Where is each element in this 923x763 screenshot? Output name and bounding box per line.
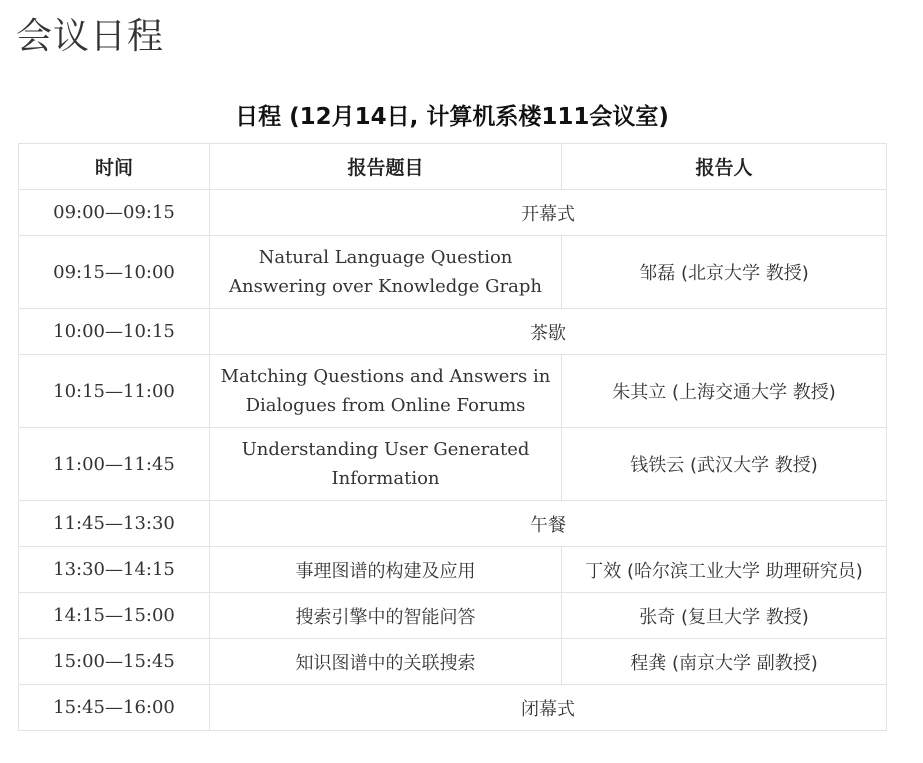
table-row (19, 501, 887, 547)
event-cell: 午餐 (210, 501, 887, 547)
time-cell: 11:45—13:30 (19, 501, 210, 547)
schedule-table (18, 143, 887, 731)
time-cell: 11:00—11:45 (19, 428, 210, 501)
talk-title-cell: 事理图谱的构建及应用 (210, 547, 562, 593)
time-cell: 13:30—14:15 (19, 547, 210, 593)
table-row (19, 593, 887, 639)
talk-title-cell: Understanding User Generated Information (210, 428, 562, 501)
time-cell: 10:00—10:15 (19, 309, 210, 355)
time-cell: 09:15—10:00 (19, 236, 210, 309)
table-row (19, 685, 887, 731)
speaker-cell: 张奇 (复旦大学 教授) (562, 593, 887, 639)
time-cell: 09:00—09:15 (19, 190, 210, 236)
table-row (19, 639, 887, 685)
header-time: 时间 (19, 144, 210, 190)
table-row (19, 309, 887, 355)
event-cell: 闭幕式 (210, 685, 887, 731)
talk-title-cell: Matching Questions and Answers in Dialogues from Online Forums (210, 355, 562, 428)
header-speaker: 报告人 (562, 144, 887, 190)
table-row (19, 428, 887, 501)
table-row (19, 190, 887, 236)
time-cell: 10:15—11:00 (19, 355, 210, 428)
speaker-cell: 邹磊 (北京大学 教授) (562, 236, 887, 309)
speaker-cell: 钱铁云 (武汉大学 教授) (562, 428, 887, 501)
time-cell: 14:15—15:00 (19, 593, 210, 639)
page-title: 会议日程 (16, 16, 165, 57)
talk-title-cell: 搜索引擎中的智能问答 (210, 593, 562, 639)
header-title: 报告题目 (210, 144, 562, 190)
event-cell: 开幕式 (210, 190, 887, 236)
table-row (19, 355, 887, 428)
speaker-cell: 程龚 (南京大学 副教授) (562, 639, 887, 685)
talk-title-cell: 知识图谱中的关联搜索 (210, 639, 562, 685)
speaker-cell: 丁效 (哈尔滨工业大学 助理研究员) (562, 547, 887, 593)
talk-title-cell: Natural Language Question Answering over Knowledge Graph (210, 236, 562, 309)
event-cell: 茶歇 (210, 309, 887, 355)
time-cell: 15:00—15:45 (19, 639, 210, 685)
table-header-row (19, 144, 887, 190)
table-row (19, 547, 887, 593)
schedule-title: 日程 (12月14日, 计算机系楼111会议室) (235, 104, 669, 130)
speaker-cell: 朱其立 (上海交通大学 教授) (562, 355, 887, 428)
time-cell: 15:45—16:00 (19, 685, 210, 731)
table-row (19, 236, 887, 309)
